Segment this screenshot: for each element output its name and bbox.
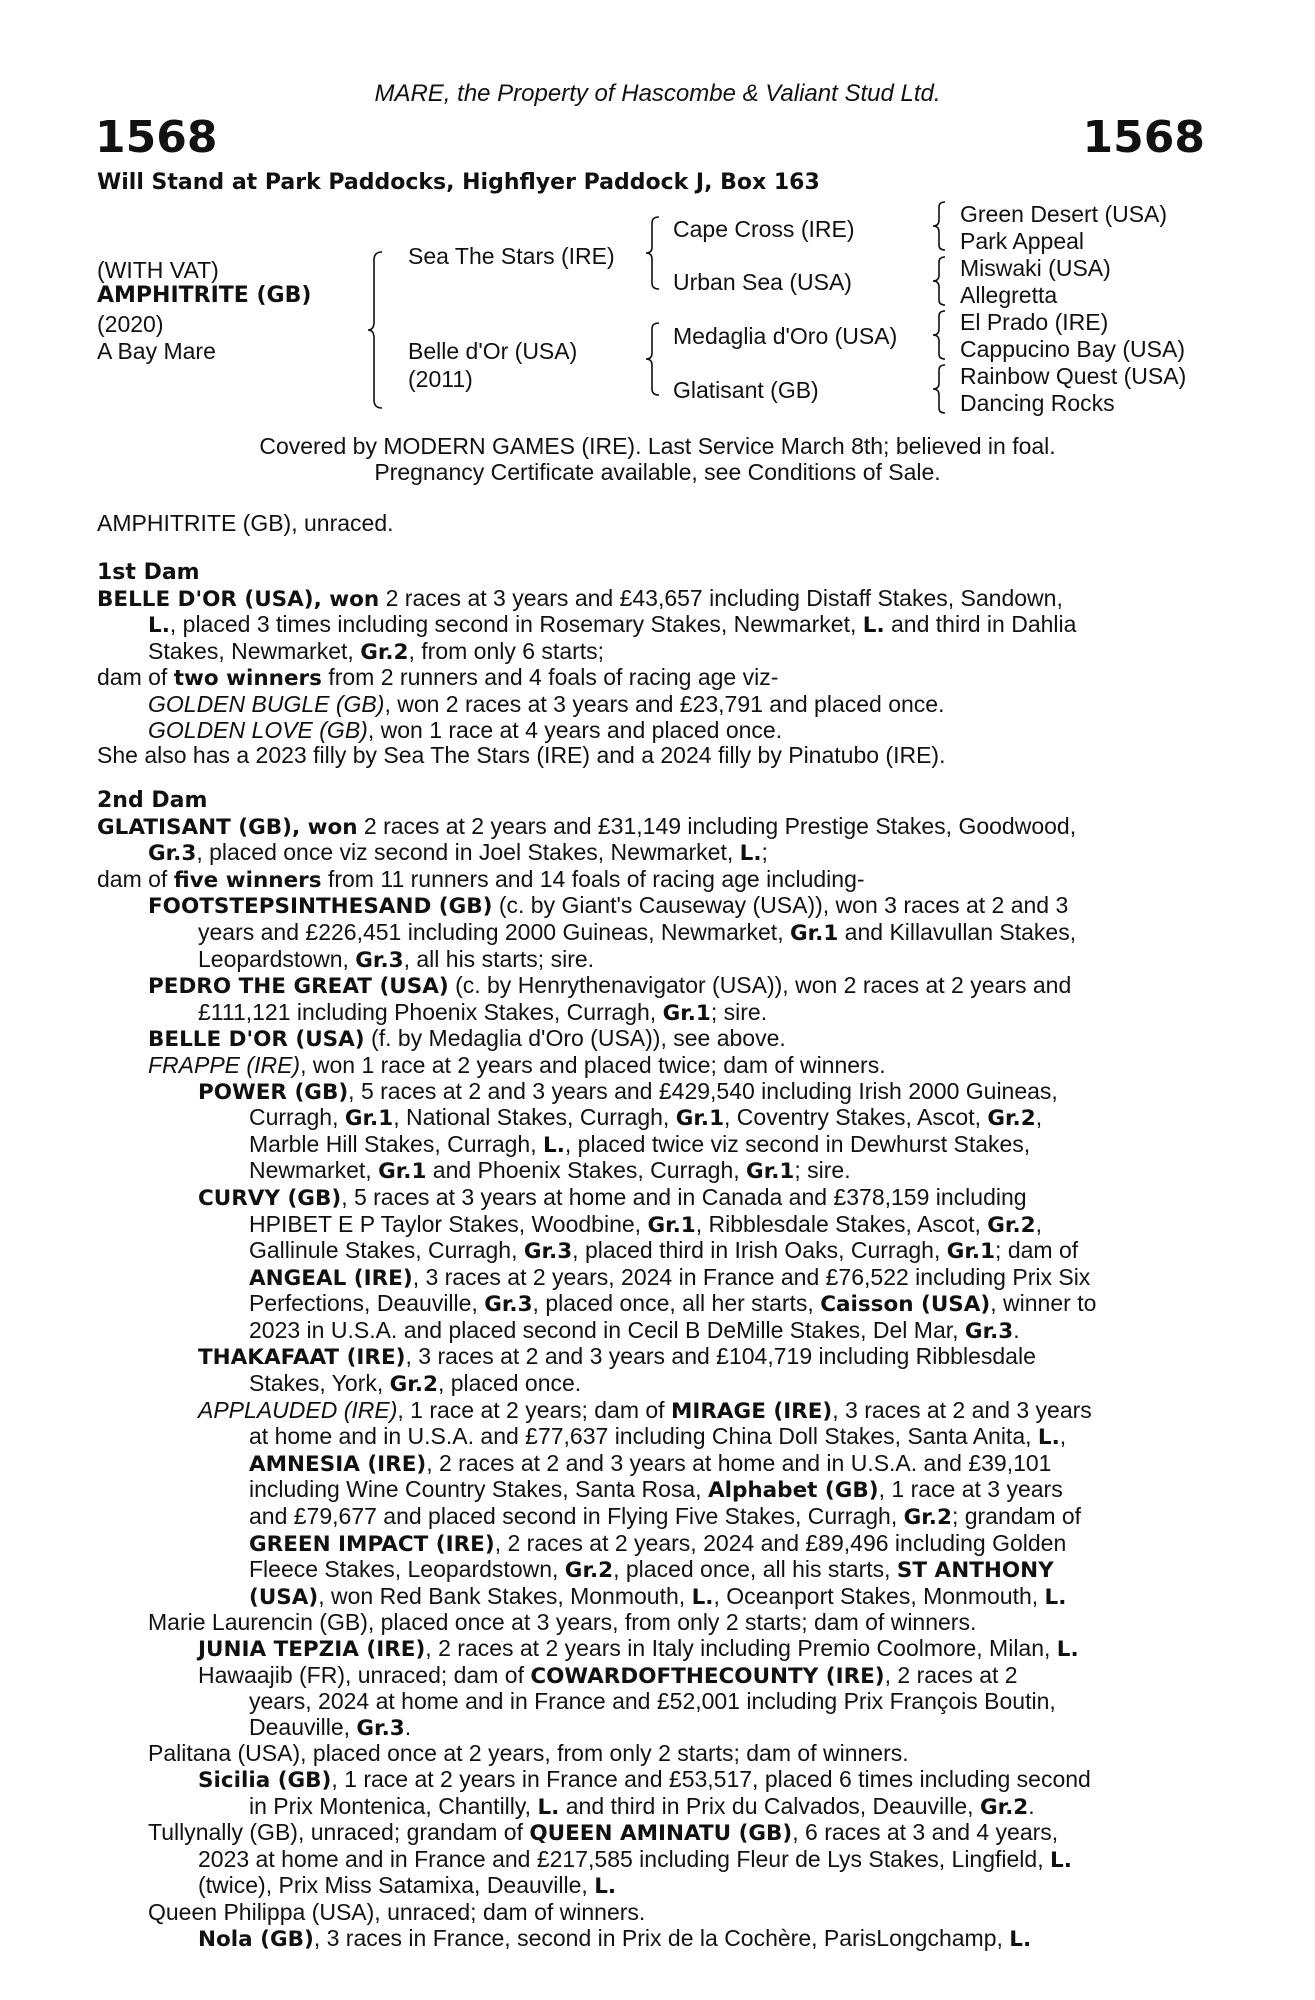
ancestor-3: Miswaki (USA) [960,255,1111,281]
ancestor-4: Allegretta [960,282,1058,308]
second-dam-line: Perfections, Deauville, Gr.3, placed once, all her starts, Caisson (USA), winner to [249,1290,1097,1318]
second-dam-line: £111,121 including Phoenix Stakes, Curragh, Gr.1; sire. [198,998,768,1026]
stand-location: Will Stand at Park Paddocks, Highflyer Paddock J, Box 163 [97,170,820,195]
first-dam-line: dam of two winners from 2 runners and 4 foals of racing age viz- [97,664,779,692]
dam-year: (2011) [408,366,473,392]
ancestor-5: El Prado (IRE) [960,309,1109,335]
dam-dam: Glatisant (GB) [673,377,819,403]
second-dam-line: (USA), won Red Bank Stakes, Monmouth, L., Oceanport Stakes, Monmouth, L. [249,1582,1067,1610]
second-dam-line: GREEN IMPACT (IRE), 2 races at 2 years, 2024 and £89,496 including Golden [249,1529,1067,1557]
second-dam-line: ANGEAL (IRE), 3 races at 2 years, 2024 in France and £76,522 including Prix Six [249,1263,1091,1291]
ancestor-7: Rainbow Quest (USA) [960,363,1187,389]
second-dam-line: years, 2024 at home and in France and £52,001 including Prix François Boutin, [249,1688,1056,1715]
first-dam-line: L., placed 3 times including second in Rosemary Stakes, Newmarket, L. and third in Dahlia [148,611,1077,639]
second-dam-line: JUNIA TEPZIA (IRE), 2 races at 2 years in Italy including Premio Coolmore, Milan, L. [198,1635,1079,1662]
sire-bracket [647,215,667,295]
second-dam-line: and £79,677 and placed second in Flying Five Stakes, Curragh, Gr.2; grandam of [249,1503,1082,1531]
intro-line: AMPHITRITE (GB), unraced. [97,510,394,536]
second-dam-line: Gallinule Stakes, Curragh, Gr.3, placed third in Irish Oaks, Curragh, Gr.1; dam of [249,1237,1079,1265]
first-dam-line: She also has a 2023 filly by Sea The Stars (IRE) and a 2024 filly by Pinatubo (IRE). [97,742,946,769]
lot-number-right: 1568 [1082,112,1205,163]
second-dam-line: Curragh, Gr.1, National Stakes, Curragh, Gr.1, Coventry Stakes, Ascot, Gr.2, [249,1104,1043,1132]
sire-dam: Urban Sea (USA) [673,269,852,295]
second-dam-line: CURVY (GB), 5 races at 3 years at home and in Canada and £378,159 including [198,1183,1027,1211]
second-dam-section [97,788,1207,1952]
horse-year: (2020) [97,311,164,337]
second-dam-line: at home and in U.S.A. and £77,637 including China Doll Stakes, Santa Anita, L., [249,1423,1067,1451]
second-dam-line: dam of five winners from 11 runners and 14 foals of racing age including- [97,865,865,893]
second-dam-line: THAKAFAAT (IRE), 3 races at 2 and 3 years and £104,719 including Ribblesdale [198,1343,1036,1371]
second-dam-line: Newmarket, Gr.1 and Phoenix Stakes, Curragh, Gr.1; sire. [249,1157,851,1185]
second-dam-line: Marie Laurencin (GB), placed once at 3 years, from only 2 starts; dam of winners. [148,1609,977,1636]
first-dam-line: Stakes, Newmarket, Gr.2, from only 6 starts; [148,637,605,665]
first-dam-line: GOLDEN LOVE (GB), won 1 race at 4 years and placed once. [148,716,783,743]
second-dam-line: Fleece Stakes, Leopardstown, Gr.2, placed once, all his starts, ST ANTHONY [249,1556,1054,1584]
dam-bracket [647,321,667,401]
first-dam-section [97,560,1207,769]
second-dam-line: Leopardstown, Gr.3, all his starts; sire. [198,945,595,973]
second-dam-line: years and £226,451 including 2000 Guineas, Newmarket, Gr.1 and Killavullan Stakes, [198,918,1077,946]
ancestor-1: Green Desert (USA) [960,201,1168,227]
second-dam-line: Sicilia (GB), 1 race at 2 years in France and £53,517, placed 6 times including second [198,1765,1091,1793]
second-dam-heading: 2nd Dam [97,788,208,813]
bracket-g3 [933,309,953,365]
second-dam-line: AMNESIA (IRE), 2 races at 2 and 3 years at home and in U.S.A. and £39,101 [249,1449,1052,1477]
second-dam-line: Queen Philippa (USA), unraced; dam of winners. [148,1898,646,1925]
first-dam-line: BELLE D'OR (USA), won 2 races at 3 years and £43,657 including Distaff Stakes, Sandown, [97,584,1063,612]
second-dam-line: GLATISANT (GB), won 2 races at 2 years and £31,149 including Prestige Stakes, Goodwood, [97,812,1077,840]
second-dam-line: including Wine Country Stakes, Santa Rosa, Alphabet (GB), 1 race at 3 years [249,1476,1063,1504]
vat-note: (WITH VAT) [97,257,219,283]
dam-sire: Medaglia d'Oro (USA) [673,323,898,349]
second-dam-line: 2023 at home and in France and £217,585 including Fleur de Lys Stakes, Lingfield, L. [198,1845,1072,1873]
sire-name: Sea The Stars (IRE) [408,243,615,269]
second-dam-line: Gr.3, placed once viz second in Joel Stakes, Newmarket, L.; [148,839,768,867]
second-dam-line: FOOTSTEPSINTHESAND (GB) (c. by Giant's Causeway (USA)), won 3 races at 2 and 3 [148,892,1069,920]
second-dam-line: FRAPPE (IRE), won 1 race at 2 years and placed twice; dam of winners. [148,1051,886,1078]
sire-sire: Cape Cross (IRE) [673,216,855,242]
second-dam-line: PEDRO THE GREAT (USA) (c. by Henrythenavigator (USA)), won 2 races at 2 years and [148,972,1072,1000]
lot-number-left: 1568 [95,112,218,163]
ancestor-2: Park Appeal [960,228,1085,254]
second-dam-line: POWER (GB), 5 races at 2 and 3 years and £429,540 including Irish 2000 Guineas, [198,1077,1058,1105]
bracket-g1 [933,200,953,256]
covered-line-2: Pregnancy Certificate available, see Conditions of Sale. [374,459,941,485]
ancestor-6: Cappucino Bay (USA) [960,336,1185,362]
covered-line-1: Covered by MODERN GAMES (IRE). Last Service March 8th; believed in foal. [259,433,1056,459]
second-dam-line: APPLAUDED (IRE), 1 race at 2 years; dam of MIRAGE (IRE), 3 races at 2 and 3 years [198,1396,1092,1424]
first-dam-line: GOLDEN BUGLE (GB), won 2 races at 3 years and £23,791 and placed once. [148,690,945,717]
second-dam-line: 2023 in U.S.A. and placed second in Cecil B DeMille Stakes, Del Mar, Gr.3. [249,1316,1020,1344]
second-dam-line: Deauville, Gr.3. [249,1713,412,1741]
second-dam-line: Stakes, York, Gr.2, placed once. [249,1370,582,1398]
second-dam-line: BELLE D'OR (USA) (f. by Medaglia d'Oro (USA)), see above. [148,1025,786,1053]
catalogue-subtitle: MARE, the Property of Hascombe & Valiant Stud Ltd. [374,80,941,107]
second-dam-line: Palitana (USA), placed once at 2 years, from only 2 starts; dam of winners. [148,1740,909,1767]
horse-name: AMPHITRITE (GB) [97,283,312,308]
bracket-g2 [933,255,953,311]
second-dam-line: (twice), Prix Miss Satamixa, Deauville, L. [198,1872,617,1900]
second-dam-line: HPIBET E P Taylor Stakes, Woodbine, Gr.1, Ribblesdale Stakes, Ascot, Gr.2, [249,1210,1042,1238]
bracket-g4 [933,363,953,419]
second-dam-line: Marble Hill Stakes, Curragh, L., placed twice viz second in Dewhurst Stakes, [249,1130,1031,1158]
horse-description: A Bay Mare [97,338,216,364]
second-dam-line: Tullynally (GB), unraced; grandam of QUEEN AMINATU (GB), 6 races at 3 and 4 years, [148,1819,1059,1847]
dam-name: Belle d'Or (USA) [408,338,578,364]
ancestor-8: Dancing Rocks [960,390,1115,416]
pedigree-bracket-main [370,250,390,410]
second-dam-line: Hawaajib (FR), unraced; dam of COWARDOFTHECOUNTY (IRE), 2 races at 2 [198,1661,1018,1689]
second-dam-line: in Prix Montenica, Chantilly, L. and third in Prix du Calvados, Deauville, Gr.2. [249,1792,1035,1820]
second-dam-line: Nola (GB), 3 races in France, second in Prix de la Cochère, ParisLongchamp, L. [198,1924,1032,1952]
first-dam-heading: 1st Dam [97,560,200,585]
